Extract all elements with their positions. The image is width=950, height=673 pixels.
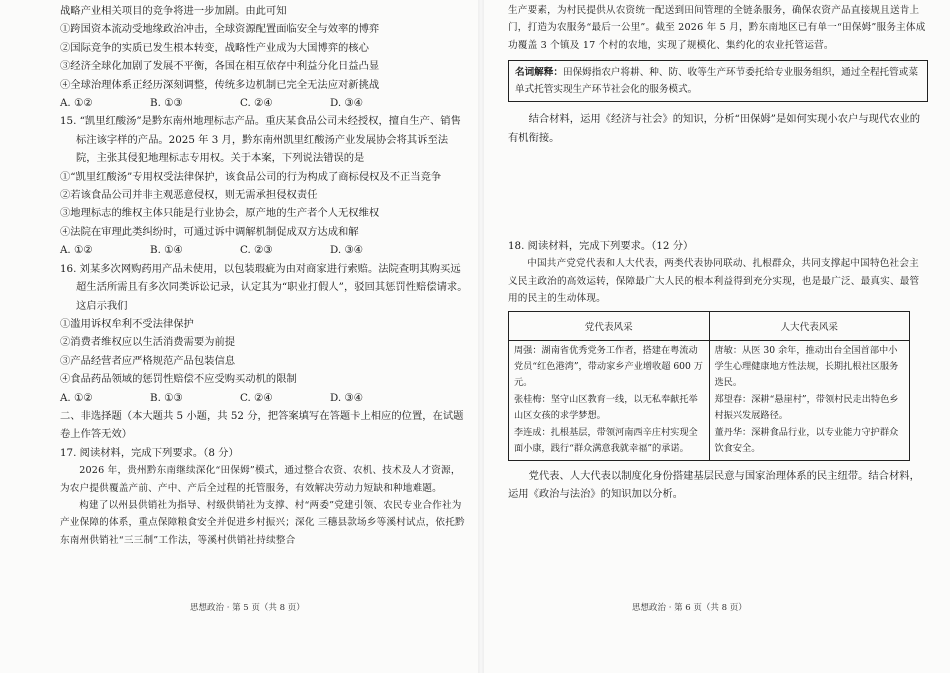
q15-statement-3: ③地理标志的维权主体只能是行业协会，原产地的生产者个人无权维权	[60, 207, 380, 220]
party-representatives-cell	[509, 340, 710, 460]
q18-task: 党代表、人大代表以制度化身份搭建基层民意与国家治理体系的民主纽带。结合材料，运用《政治与法治》的知识加以分析。	[508, 469, 920, 500]
npc-representatives-cell	[709, 340, 910, 460]
q14-statement-3: ③经济全球化加剧了发展不平衡，各国在相互依存中利益分化日益凸显	[60, 60, 380, 73]
table-header-npc: 人大代表风采	[709, 311, 910, 340]
table-header-party: 党代表风采	[509, 311, 710, 340]
q15-option-c: C. ②③	[240, 244, 273, 257]
q15-option-b: B. ①④	[150, 244, 183, 257]
page-6	[484, 0, 950, 673]
q16-option-b: B. ①③	[150, 391, 183, 404]
page-6-footer: 思想政治 · 第 6 页（共 8 页）	[632, 603, 747, 613]
q16-option-d: D. ③④	[330, 391, 363, 404]
q14-option-b: B. ①③	[150, 97, 183, 110]
q15-option-a: A. ①②	[60, 244, 93, 257]
q15-statement-4: ④法院在审理此类纠纷时，可通过诉中调解机制促成双方达成和解	[60, 225, 359, 238]
page-5-footer: 思想政治 · 第 5 页（共 8 页）	[190, 603, 305, 613]
q18-stem: 18. 阅读材料，完成下列要求。（12 分）	[508, 240, 694, 253]
q17-material-1: 2026 年，贵州黔东南继续深化“田保姆”模式，通过整合农资、农机、技术及人才资源，为农户提供覆盖产前、产中、产后全过程的托管服务，有效解决劳动力短缺和种地难题。	[60, 465, 461, 494]
q15-stem: 15. “凯里红酸汤”是黔东南州地理标志产品。重庆某食品公司未经授权，擅自生产、销售标注该字样的产品。2025 年 3 月，黔东南州凯里红酸汤产业发展协会将其诉至法院，主张其侵犯地理标志专用权。关于本案，下列说法错误的是	[60, 115, 461, 165]
q16-statement-2: ②消费者维权应以生活消费需要为前提	[60, 336, 236, 349]
q14-statement-1: ①跨国资本流动受地缘政治冲击，全球资源配置面临安全与效率的博弈	[60, 23, 380, 36]
answer-space	[508, 147, 928, 237]
party-rep-3: 李连成：扎根基层，带领河南西辛庄村实现全面小康，践行“群众满意我就幸福”的承诺。	[514, 426, 698, 455]
q14-option-c: C. ②④	[240, 97, 273, 110]
definition-label: 名词解释：	[515, 67, 563, 79]
npc-rep-2: 郑望春：深耕“悬崖村”，带领村民走出特色乡村振兴发展路径。	[714, 393, 899, 422]
npc-rep-3: 董丹华：深耕食品行业，以专业能力守护群众饮食安全。	[714, 426, 899, 455]
definition-text: 田保姆指农户将耕、种、防、收等生产环节委托给专业服务组织，通过全程托管或菜单式托管实现生产环节社会化的服务模式。	[515, 67, 918, 96]
definition-box	[508, 60, 928, 102]
representatives-table	[508, 311, 910, 461]
q15-option-d: D. ③④	[330, 244, 363, 257]
q14-statement-4: ④全球治理体系正经历深刻调整，传统多边机制已完全无法应对新挑战	[60, 78, 380, 91]
q16-statement-3: ③产品经营者应严格规范产品包装信息	[60, 354, 236, 367]
section-2-heading: 二、非选择题（本大题共 5 小题，共 52 分，把答案填写在答题卡上相应的位置，在试题卷上作答无效）	[60, 409, 464, 441]
q17-stem: 17. 阅读材料，完成下列要求。（8 分）	[60, 446, 239, 459]
q14-option-d: D. ③④	[330, 97, 363, 110]
party-rep-1: 周强：湖南省优秀党务工作者，搭建在粤流动党员“红色港湾”，带动家乡产业增收超 600 万元。	[514, 344, 703, 389]
q17-material-continued: 生产要素，为村民提供从农资统一配送到田间管理的全链条服务，确保农资产品直接规且送肯上门，打造为农服务“最后一公里”。截至 2026 年 5 月，黔东南地区已有单一“田保姆”服务主体成功覆盖 3 个镇及 17 个村的农地，实现了规模化、集约化的农业托管运营。	[508, 5, 926, 51]
q16-option-c: C. ②④	[240, 391, 273, 404]
npc-rep-1: 唐敏：从医 30 余年，推动出台全国首部中小学生心理健康地方性法规，长期扎根社区服务选民。	[714, 344, 899, 389]
q15-options	[60, 241, 468, 259]
q14-option-a: A. ①②	[60, 97, 93, 110]
q14-context: 战略产业相关项目的竞争将进一步加剧。由此可知	[60, 5, 287, 17]
q16-options	[60, 389, 468, 407]
party-rep-2: 张桂梅：坚守山区教育一线，以无私奉献托举山区女孩的求学梦想。	[514, 393, 698, 422]
q18-material-intro: 中国共产党党代表和人大代表，两类代表协同联动、扎根群众，共同支撑起中国特色社会主义民主政治的高效运转，保障最广大人民的根本利益得到充分实现，也是最广泛、最真实、最管用的民主的生动体现。	[508, 258, 920, 305]
q16-statement-4: ④食品药品领域的惩罚性赔偿不应受购买动机的限制	[60, 373, 297, 386]
q16-statement-1: ①滥用诉权牟利不受法律保护	[60, 317, 194, 330]
q16-stem: 16. 刘某多次网购药用产品未使用，以包装瑕疵为由对商家进行索赔。法院查明其购买远超生活所需且有多次同类诉讼记录，认定其为“职业打假人”，驳回其惩罚性赔偿请求。这启示我们	[60, 262, 468, 312]
q17-task: 结合材料，运用《经济与社会》的知识，分析“田保姆”是如何实现小农户与现代农业的有机衔接。	[508, 113, 921, 144]
q17-material-2: 构建了以州县供销社为指导、村级供销社为支撑、村“两委”党建引领、农民专业合作社为产业保障的体系，重点保障粮食安全并促进乡村振兴；深化 三穗县款场乡等溪村试点，依托黔东南州供销社“三三制”工作法，等溪村供销社持续整合	[60, 499, 465, 546]
q14-statement-2: ②国际竞争的实质已发生根本转变，战略性产业成为大国博弈的核心	[60, 41, 369, 54]
q14-options	[60, 94, 468, 112]
q15-statement-1: ①“凯里红酸汤”专用权受法律保护，该食品公司的行为构成了商标侵权及不正当竞争	[60, 170, 442, 183]
q16-option-a: A. ①②	[60, 391, 93, 404]
q15-statement-2: ②若该食品公司并非主观恶意侵权，则无需承担侵权责任	[60, 189, 318, 202]
